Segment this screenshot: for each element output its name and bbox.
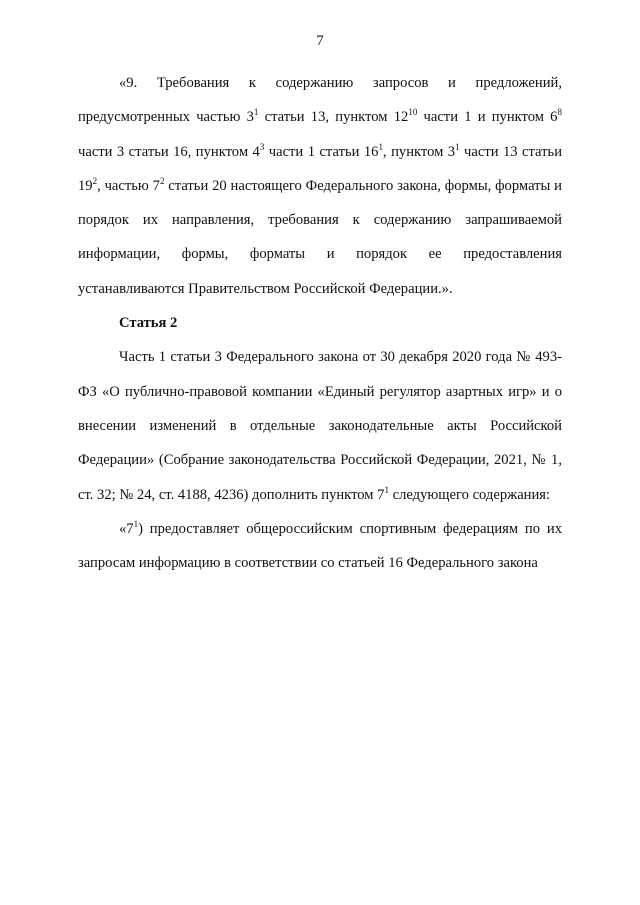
text-run: Часть 1 статьи 3 Федерального закона от 30 декабря 2020 года № 493-ФЗ «О публично-правовой компании «Единый регулятор азартных игр» и о внесении изменений в отдельные законодательные акты Российской Федерации» (Собрание законодательства Российской Федерации, 2021, № 1, ст. 32; № 24, ст. 4188, 4236) дополнить пунктом 7 <box>78 349 562 503</box>
text-run: «9. Требования к содержанию запросов и предложений, предусмотренных частью 3 <box>78 75 562 126</box>
text-run: , пунктом 3 <box>382 143 456 160</box>
paragraph-item-7-1 <box>78 512 562 581</box>
superscript: 1 <box>378 141 383 152</box>
document-body <box>78 66 562 580</box>
text-run: , частью 7 <box>97 177 160 194</box>
text-run: «7 <box>119 520 134 537</box>
superscript: 1 <box>133 518 139 529</box>
superscript: 1 <box>384 484 389 495</box>
text-run: части 1 статьи 16 <box>264 143 379 160</box>
text-run: следующего содержания: <box>388 486 551 503</box>
text-run: статьи 20 настоящего Федерального закона, формы, форматы и порядок их направления, требования к содержанию запрашиваемой информации, формы, форматы и порядок ее предоставления устанавливаются Правительством Российской Федерации.». <box>78 177 562 297</box>
text-run: части 1 и пунктом 6 <box>417 109 558 126</box>
text-run: части 3 статьи 16, пунктом 4 <box>78 143 260 160</box>
superscript: 1 <box>253 107 259 118</box>
page-number: 7 <box>316 33 324 49</box>
superscript: 10 <box>408 107 418 118</box>
superscript: 2 <box>92 175 98 186</box>
text-run: части 13 статьи 19 <box>78 143 563 194</box>
article-heading: Статья 2 <box>119 315 178 332</box>
superscript: 1 <box>455 141 460 152</box>
superscript: 3 <box>259 141 265 152</box>
paragraph-item-9 <box>78 66 562 306</box>
text-run: ) предоставляет общероссийским спортивным федерациям по их запросам информацию в соответствии со статьей 16 Федерального закона <box>78 520 562 572</box>
paragraph-article-2 <box>78 340 562 511</box>
superscript: 8 <box>557 107 562 118</box>
superscript: 2 <box>159 175 165 186</box>
text-run: статьи 13, пунктом 12 <box>258 109 409 126</box>
